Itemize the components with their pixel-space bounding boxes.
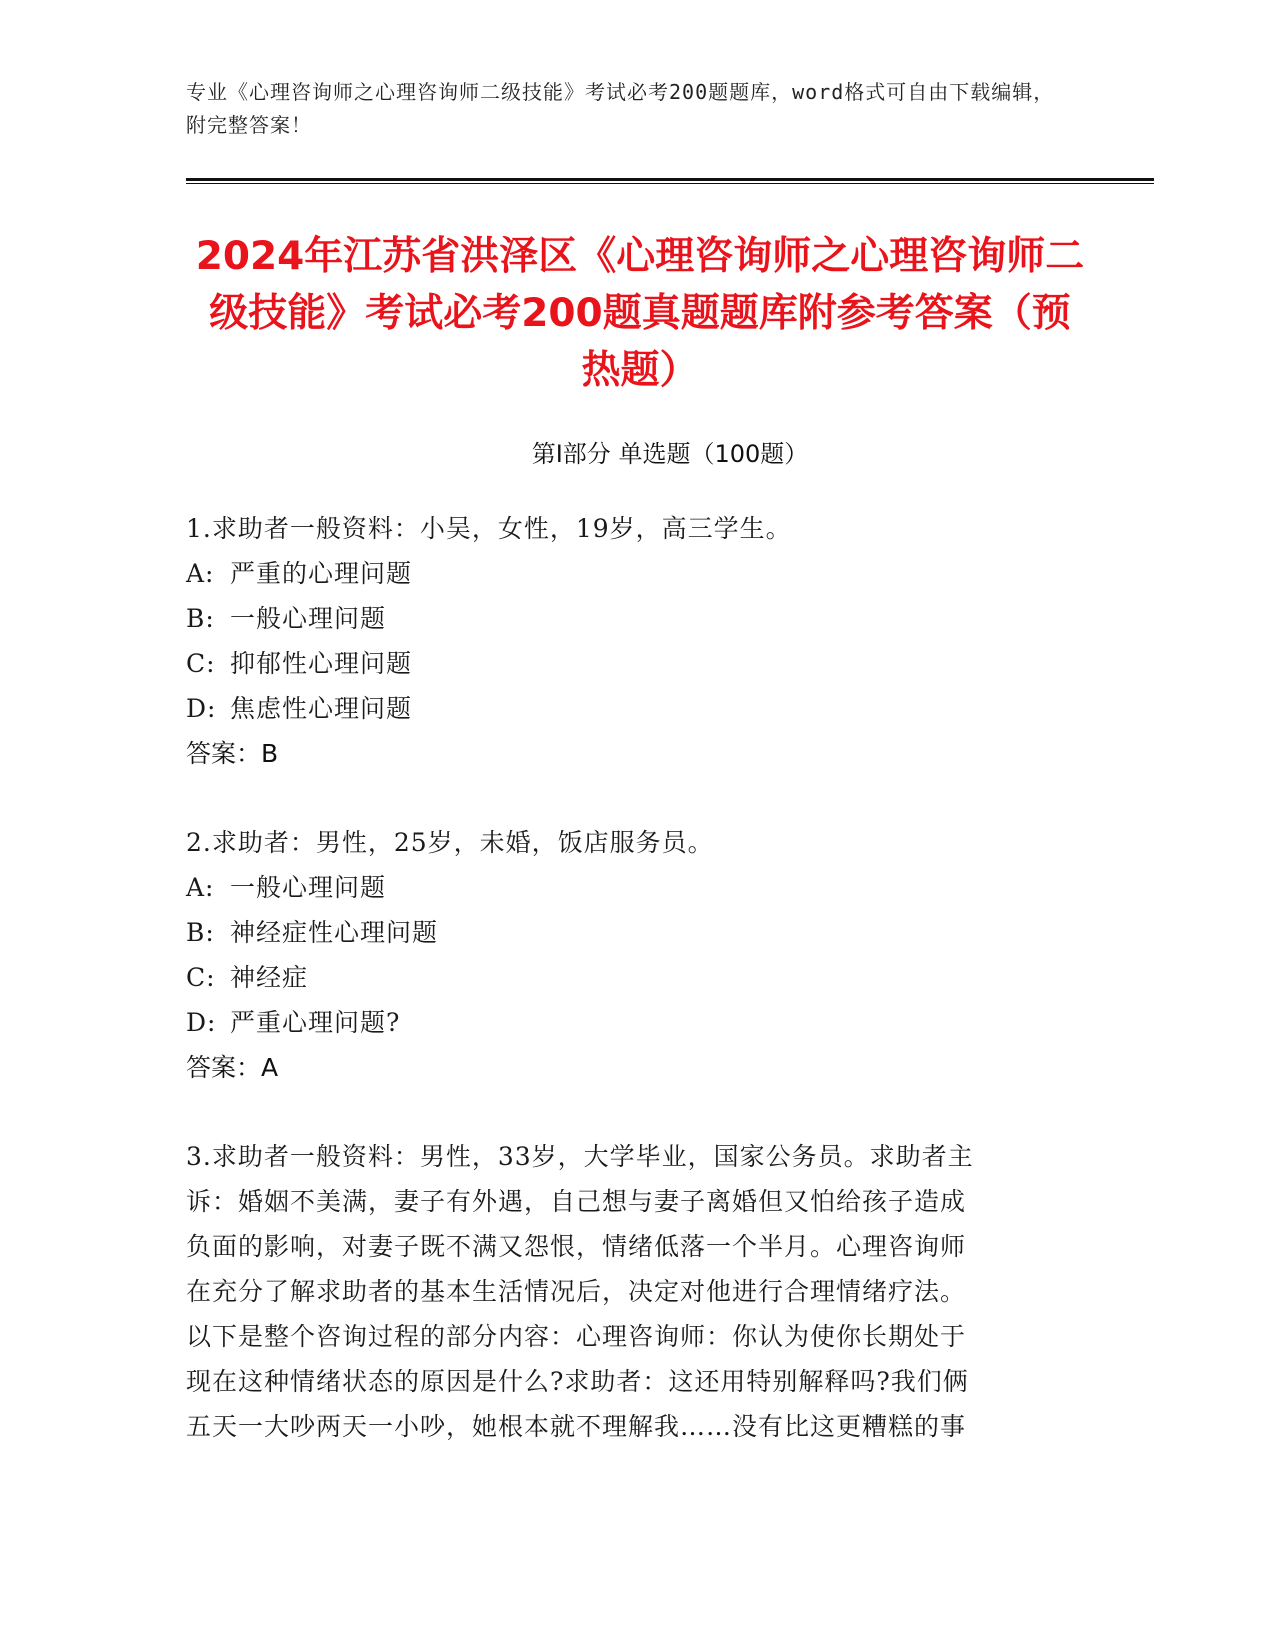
option-key: A: (186, 873, 215, 902)
option-b (186, 596, 1076, 641)
question-stem-line: 五天一大吵两天一小吵，她根本就不理解我……没有比这更糟糕的事 (186, 1412, 967, 1441)
answer-line: 答案：A (186, 1053, 279, 1082)
option-key: D: (186, 1008, 217, 1037)
header-rule-thin (186, 183, 1154, 184)
question-stem-line: 现在这种情绪状态的原因是什么?求助者：这还用特别解释吗?我们俩 (186, 1367, 969, 1396)
option-a (186, 551, 1076, 596)
option-key: A: (186, 559, 215, 588)
question-stem-line: 在充分了解求助者的基本生活情况后，决定对他进行合理情绪疗法。 (186, 1277, 967, 1306)
option-text: 严重的心理问题 (230, 559, 413, 588)
question-stem: 2.求助者：男性，25岁，未婚，饭店服务员。 (186, 828, 714, 857)
option-key: C: (186, 963, 216, 992)
option-text: 焦虑性心理问题 (230, 694, 413, 723)
answer-line: 答案：B (186, 739, 279, 768)
section-heading: 第I部分 单选题（100题） (531, 440, 809, 468)
option-key: C: (186, 649, 216, 678)
document-title: 2024年江苏省洪泽区《心理咨询师之心理咨询师二级技能》考试必考200题真题题库附参考答案（预热题） (195, 234, 1085, 393)
header-rule-thick (186, 178, 1154, 181)
option-c (186, 641, 1076, 686)
option-text: 一般心理问题 (230, 873, 387, 902)
question-stem-line: 以下是整个咨询过程的部分内容：心理咨询师：你认为使你长期处于 (186, 1322, 967, 1351)
option-key: D: (186, 694, 217, 723)
question-stem-line: 3.求助者一般资料：男性，33岁，大学毕业，国家公务员。求助者主 (186, 1142, 974, 1171)
option-text: 神经症性心理问题 (230, 918, 439, 947)
question-3 (186, 1134, 1076, 1449)
question-stem-line: 负面的影响，对妻子既不满又怨恨，情绪低落一个半月。心理咨询师 (186, 1232, 967, 1261)
header-note: 专业《心理咨询师之心理咨询师二级技能》考试必考200题题库，word格式可自由下载编辑，附完整答案！ (186, 80, 1055, 137)
question-stem-line: 诉：婚姻不美满，妻子有外遇，自己想与妻子离婚但又怕给孩子造成 (186, 1187, 967, 1216)
option-text: 一般心理问题 (230, 604, 387, 633)
question-2 (186, 820, 1076, 1090)
option-key: B: (186, 604, 215, 633)
option-a (186, 865, 1076, 910)
option-text: 神经症 (230, 963, 309, 992)
option-d (186, 686, 1076, 731)
option-b (186, 910, 1076, 955)
option-text: 严重心理问题? (230, 1008, 401, 1037)
option-d (186, 1000, 1076, 1045)
option-text: 抑郁性心理问题 (230, 649, 413, 678)
question-1 (186, 506, 1076, 776)
option-key: B: (186, 918, 215, 947)
question-stem: 1.求助者一般资料：小吴，女性，19岁，高三学生。 (186, 514, 792, 543)
option-c (186, 955, 1076, 1000)
